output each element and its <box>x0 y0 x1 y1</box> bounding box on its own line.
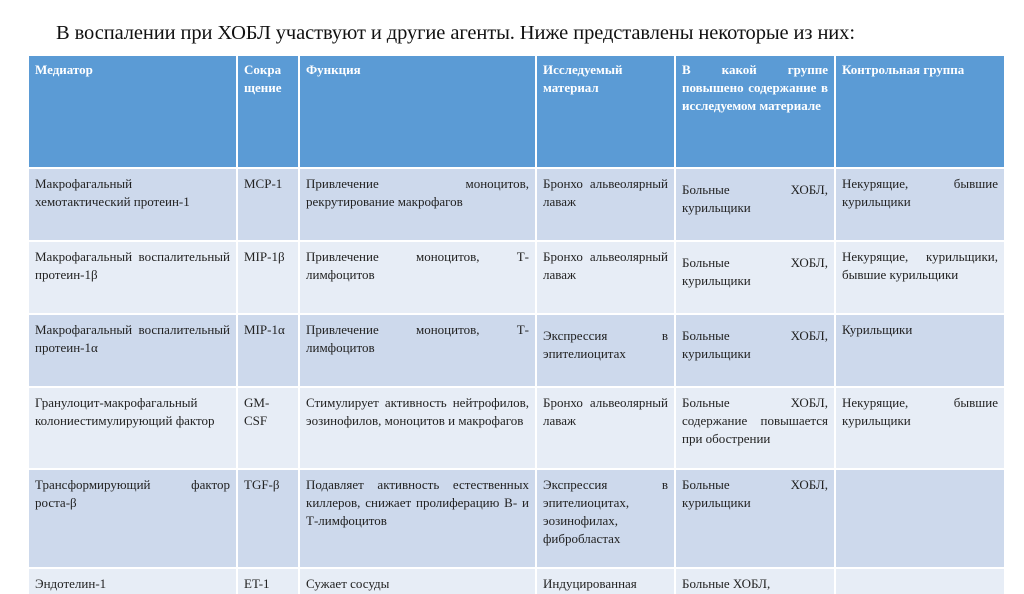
header-material: Исследуемый материал <box>536 55 675 168</box>
page-heading: В воспалении при ХОБЛ участвуют и другие агенты. Ниже представлены некоторые из них: <box>56 22 855 44</box>
cell-elevated-group: Больные ХОБЛ, <box>675 568 835 594</box>
cell-elevated-group: Больные ХОБЛ, курильщики <box>675 314 835 387</box>
cell-mediator: Макрофагальный хемотактический протеин-1 <box>28 168 237 241</box>
cell-mediator: Трансформирующий фактор роста-β <box>28 469 237 568</box>
cell-abbreviation: ET-1 <box>237 568 299 594</box>
cell-elevated-group: Больные ХОБЛ, курильщики <box>675 168 835 241</box>
cell-control-group <box>835 568 1004 594</box>
cell-abbreviation: GM-CSF <box>237 387 299 469</box>
table-row <box>28 168 1004 241</box>
cell-control-group: Некурящие, бывшие курильщики <box>835 387 1004 469</box>
cell-mediator: Гранулоцит-макрофагальный колониестимулирующий фактор <box>28 387 237 469</box>
cell-mediator: Макрофагальный воспалительный протеин-1α <box>28 314 237 387</box>
cell-function: Привлечение моноцитов, рекрутирование макрофагов <box>299 168 536 241</box>
cell-material: Экспрессия в эпителиоцитах <box>536 314 675 387</box>
table-row <box>28 314 1004 387</box>
cell-abbreviation: TGF-β <box>237 469 299 568</box>
table-header-row <box>28 55 1004 168</box>
cell-abbreviation: MCP-1 <box>237 168 299 241</box>
cell-material: Экспрессия в эпителиоцитах, эозинофилах, фибробластах <box>536 469 675 568</box>
header-control-group: Контрольная группа <box>835 55 1004 168</box>
header-abbreviation: Сокра щение <box>237 55 299 168</box>
header-elevated-group: В какой группе повышено содержание в исследуемом материале <box>675 55 835 168</box>
cell-material: Бронхо альвеолярный лаваж <box>536 168 675 241</box>
table-row <box>28 568 1004 594</box>
cell-function: Стимулирует активность нейтрофилов, эозинофилов, моноцитов и макрофагов <box>299 387 536 469</box>
cell-function: Привлечение моноцитов, Т-лимфоцитов <box>299 241 536 314</box>
cell-function: Сужает сосуды <box>299 568 536 594</box>
cell-abbreviation: MIP-1β <box>237 241 299 314</box>
cell-function: Подавляет активность естественных киллеров, снижает пролиферацию В- и Т-лимфоцитов <box>299 469 536 568</box>
cell-elevated-group: Больные ХОБЛ, содержание повышается при обострении <box>675 387 835 469</box>
cell-control-group: Курильщики <box>835 314 1004 387</box>
cell-control-group: Некурящие, бывшие курильщики <box>835 168 1004 241</box>
cell-material: Индуцированная <box>536 568 675 594</box>
table-row <box>28 241 1004 314</box>
mediators-table <box>27 54 1004 594</box>
table-row <box>28 469 1004 568</box>
cell-function: Привлечение моноцитов, Т-лимфоцитов <box>299 314 536 387</box>
cell-material: Бронхо альвеолярный лаваж <box>536 241 675 314</box>
cell-elevated-group: Больные ХОБЛ, курильщики <box>675 241 835 314</box>
cell-mediator: Эндотелин-1 <box>28 568 237 594</box>
cell-abbreviation: MIP-1α <box>237 314 299 387</box>
cell-control-group: Некурящие, курильщики, бывшие курильщики <box>835 241 1004 314</box>
cell-control-group <box>835 469 1004 568</box>
header-mediator: Медиатор <box>28 55 237 168</box>
header-function: Функция <box>299 55 536 168</box>
cell-mediator: Макрофагальный воспалительный протеин-1β <box>28 241 237 314</box>
table-row <box>28 387 1004 469</box>
mediators-table-container <box>27 54 1004 594</box>
cell-elevated-group: Больные ХОБЛ, курильщики <box>675 469 835 568</box>
cell-material: Бронхо альвеолярный лаваж <box>536 387 675 469</box>
